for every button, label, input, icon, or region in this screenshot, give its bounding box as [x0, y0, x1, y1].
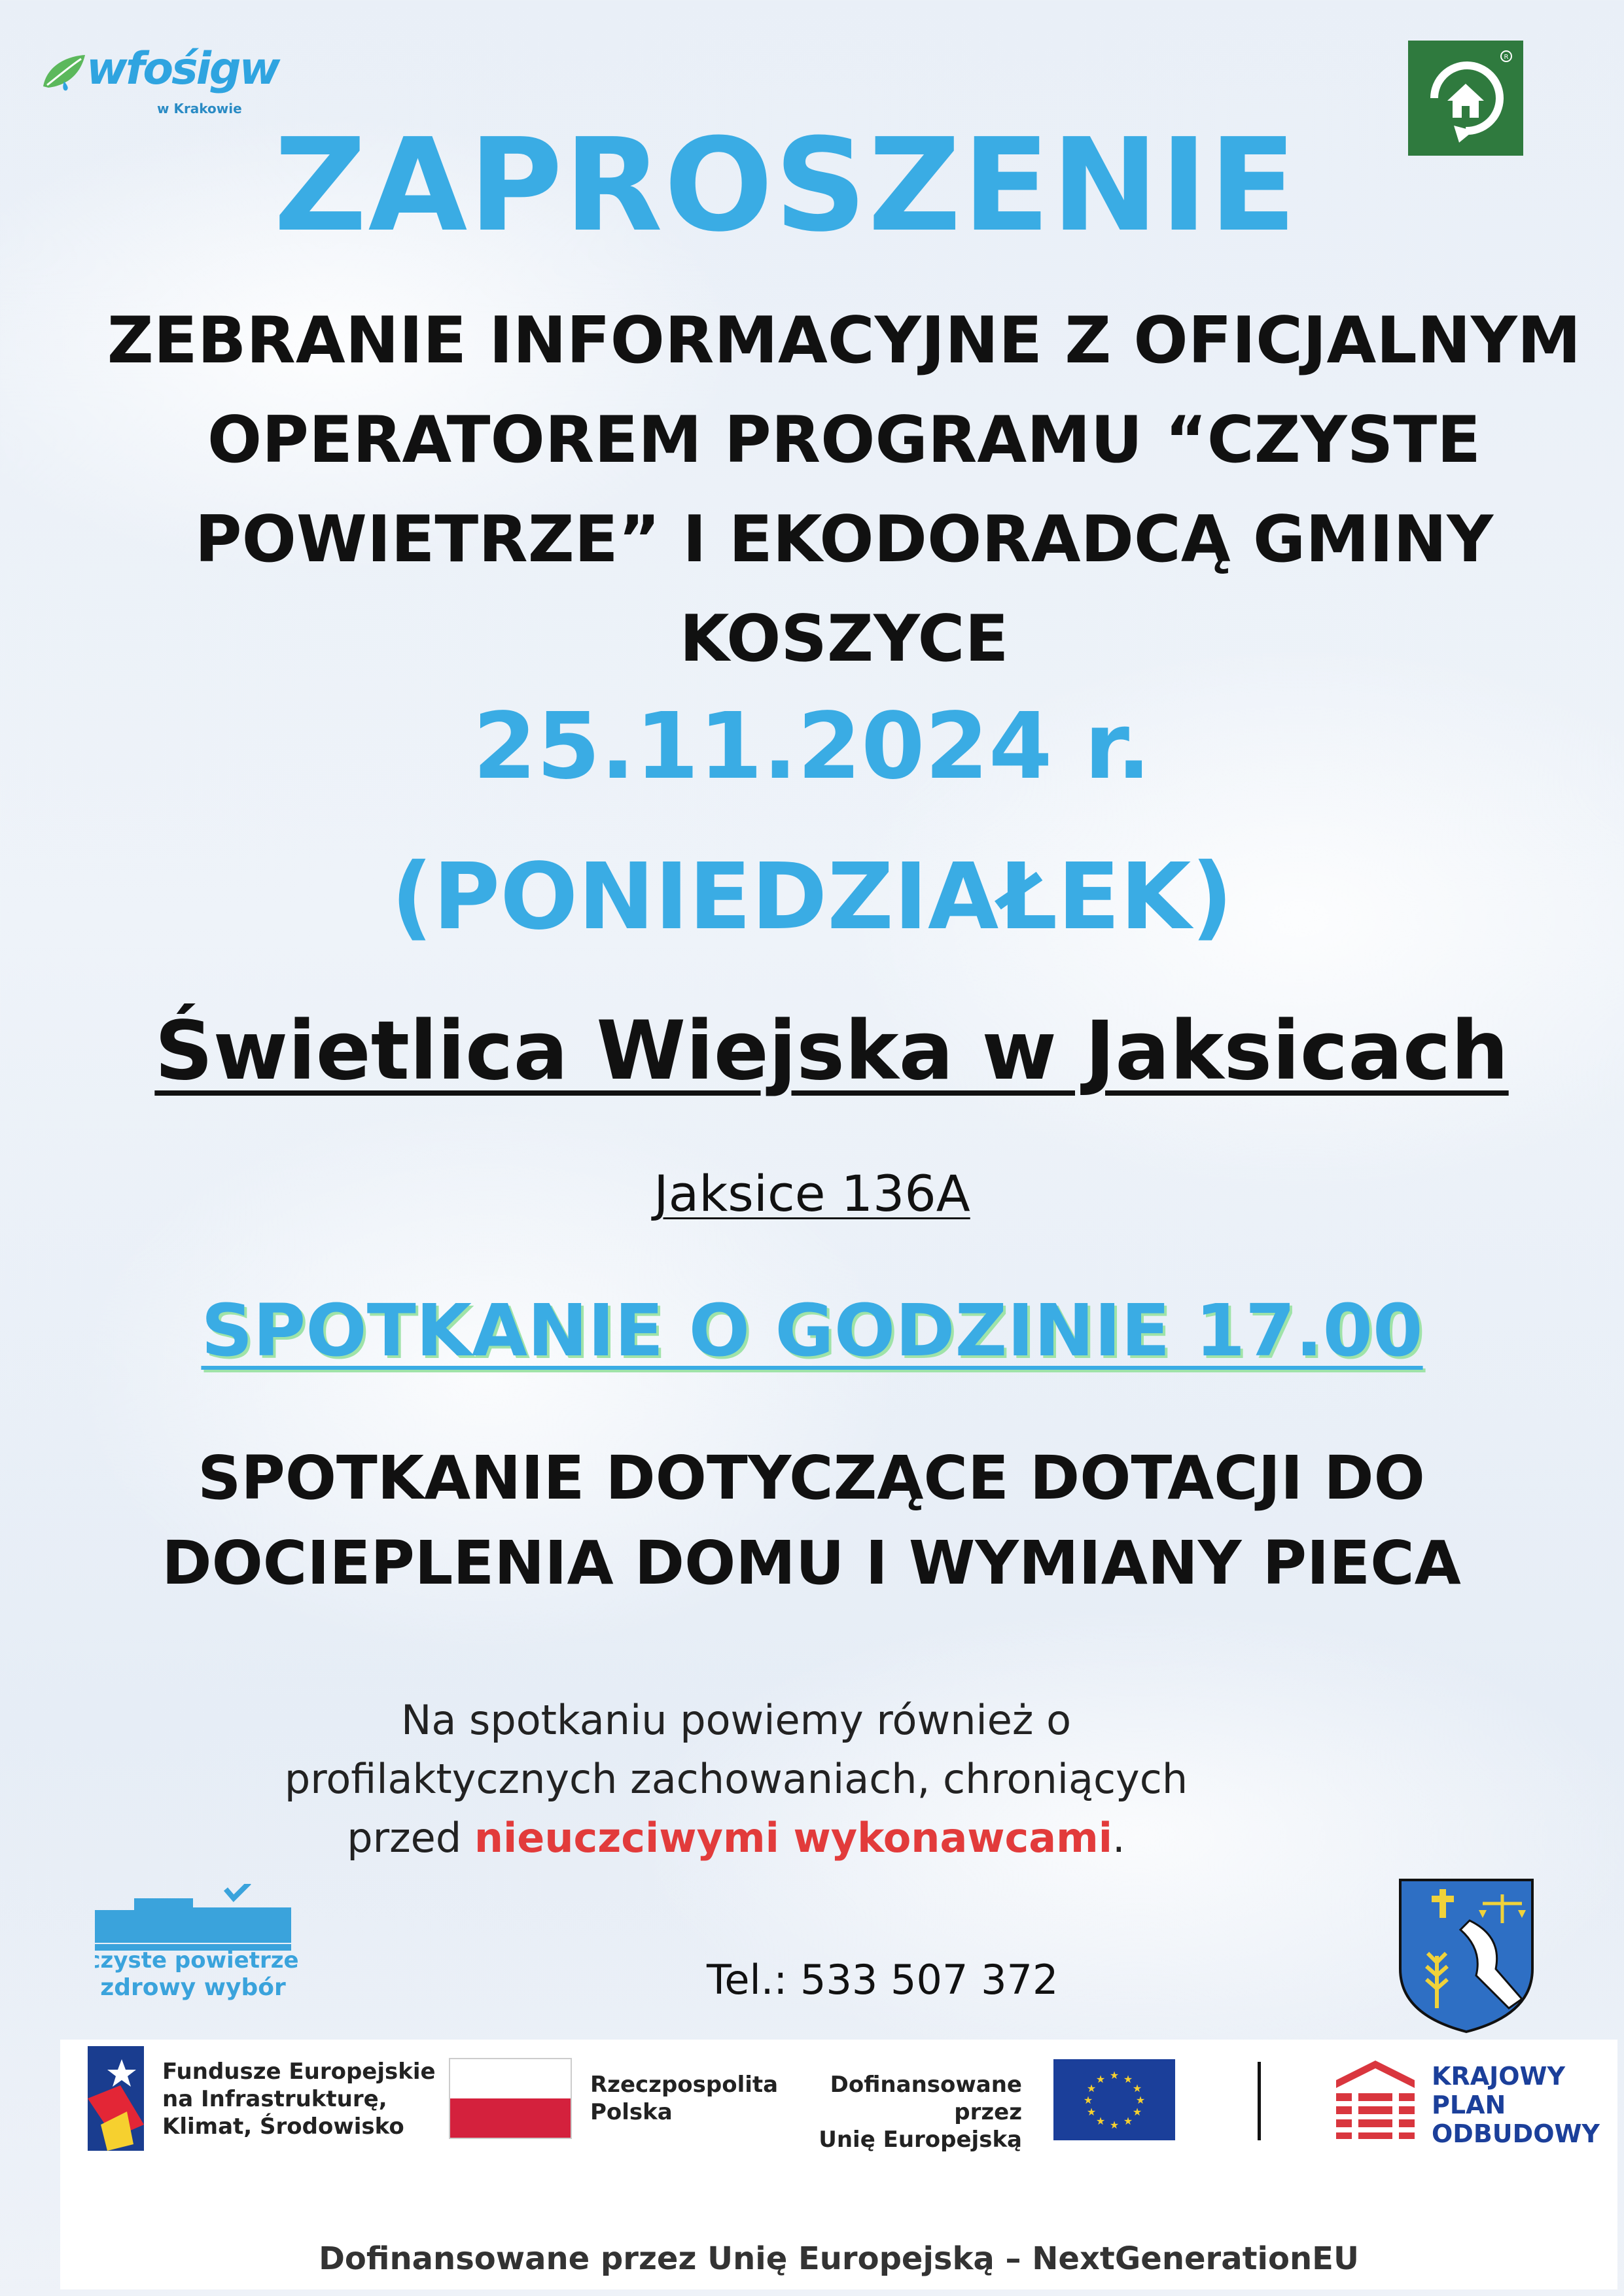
svg-text:★: ★ — [1135, 2094, 1146, 2106]
fe-line-3: Klimat, Środowisko — [162, 2113, 404, 2140]
event-place: Świetlica Wiejska w Jaksicach — [154, 1004, 1509, 1098]
event-weekday: (PONIEDZIAŁEK) — [391, 844, 1233, 950]
phone-number: Tel.: 533 507 372 — [707, 1956, 1059, 2004]
info-line-3 — [262, 1809, 1210, 1868]
coat-of-arms-icon — [1398, 1877, 1535, 2034]
svg-text:★: ★ — [1123, 2115, 1133, 2127]
kpo-icon — [1336, 2061, 1415, 2139]
event-address: Jaksice 136A — [654, 1164, 970, 1223]
ue-label — [800, 2071, 1022, 2153]
info-highlight: nieuczciwymi wykonawcami — [474, 1814, 1112, 1862]
eu-flag-icon — [1053, 2059, 1175, 2140]
event-date: 25.11.2024 r. — [472, 693, 1152, 800]
polish-flag-icon — [449, 2058, 572, 2139]
fundusze-europejskie-icon — [88, 2046, 144, 2151]
event-headline: ZEBRANIE INFORMACYJNE Z OFICJALNYM OPERATOREM PROGRAMU “CZYSTE POWIETRZE” I EKODORADCĄ GMINY KOSZYCE — [107, 304, 1581, 676]
topic-line-2: DOCIEPLENIA DOMU I WYMIANY PIECA — [162, 1528, 1461, 1598]
info-line-3-suffix: . — [1112, 1814, 1125, 1862]
kpo-line-1: KRAJOWY — [1432, 2062, 1565, 2091]
cp-logo-line-1: czyste powietrze — [95, 1947, 298, 1974]
info-line-1: Na spotkaniu powiemy również o — [400, 1696, 1072, 1744]
svg-text:★: ★ — [1083, 2094, 1093, 2106]
svg-text:★: ★ — [1086, 2082, 1097, 2095]
fe-line-1: Fundusze Europejskie — [162, 2059, 436, 2085]
svg-text:★: ★ — [1109, 2069, 1120, 2081]
kpo-label — [1432, 2062, 1600, 2148]
czyste-powietrze-logo — [95, 1884, 298, 2015]
koszyce-coat-of-arms — [1398, 1877, 1535, 2034]
svg-text:★: ★ — [1123, 2073, 1133, 2085]
rp-label — [590, 2071, 778, 2126]
cp-logo-line-2: zdrowy wybór — [100, 1974, 286, 2001]
svg-text:★: ★ — [1132, 2106, 1142, 2118]
meeting-topic — [131, 1436, 1492, 1606]
info-line-3-prefix: przed — [347, 1814, 474, 1862]
rp-line-1: Rzeczpospolita — [590, 2072, 779, 2098]
ue-line-1: Dofinansowane przez — [830, 2072, 1022, 2125]
info-line-2: profilaktycznych zachowaniach, chroniących — [284, 1755, 1188, 1803]
info-paragraph — [262, 1691, 1210, 1868]
wfosigw-logo-sub: w Krakowie — [157, 101, 242, 116]
svg-text:R: R — [1504, 54, 1509, 61]
fe-label — [162, 2058, 436, 2140]
wfosigw-logo-name: wfośigw — [86, 43, 279, 95]
ue-line-2: Unię Europejską — [819, 2127, 1022, 2153]
svg-text:★: ★ — [1095, 2073, 1106, 2085]
fe-line-2: na Infrastrukturę, — [162, 2086, 387, 2112]
svg-text:★: ★ — [1109, 2119, 1120, 2131]
leaf-icon — [41, 52, 88, 92]
kpo-line-3: ODBUDOWY — [1432, 2119, 1600, 2148]
svg-text:★: ★ — [1095, 2115, 1106, 2127]
page-title: ZAPROSZENIE — [274, 111, 1298, 260]
topic-line-1: SPOTKANIE DOTYCZĄCE DOTACJI DO — [198, 1443, 1425, 1513]
kpo-line-2: PLAN — [1432, 2091, 1506, 2119]
house-roof-icon — [95, 1884, 298, 2015]
rp-line-2: Polska — [590, 2099, 673, 2125]
svg-text:★: ★ — [1132, 2082, 1142, 2095]
meeting-time: SPOTKANIE O GODZINIE 17.00 — [201, 1289, 1423, 1372]
funding-footer: Dofinansowane przez Unię Europejską – NextGenerationEU — [319, 2240, 1359, 2277]
svg-text:★: ★ — [1086, 2106, 1097, 2118]
divider — [1258, 2062, 1261, 2140]
